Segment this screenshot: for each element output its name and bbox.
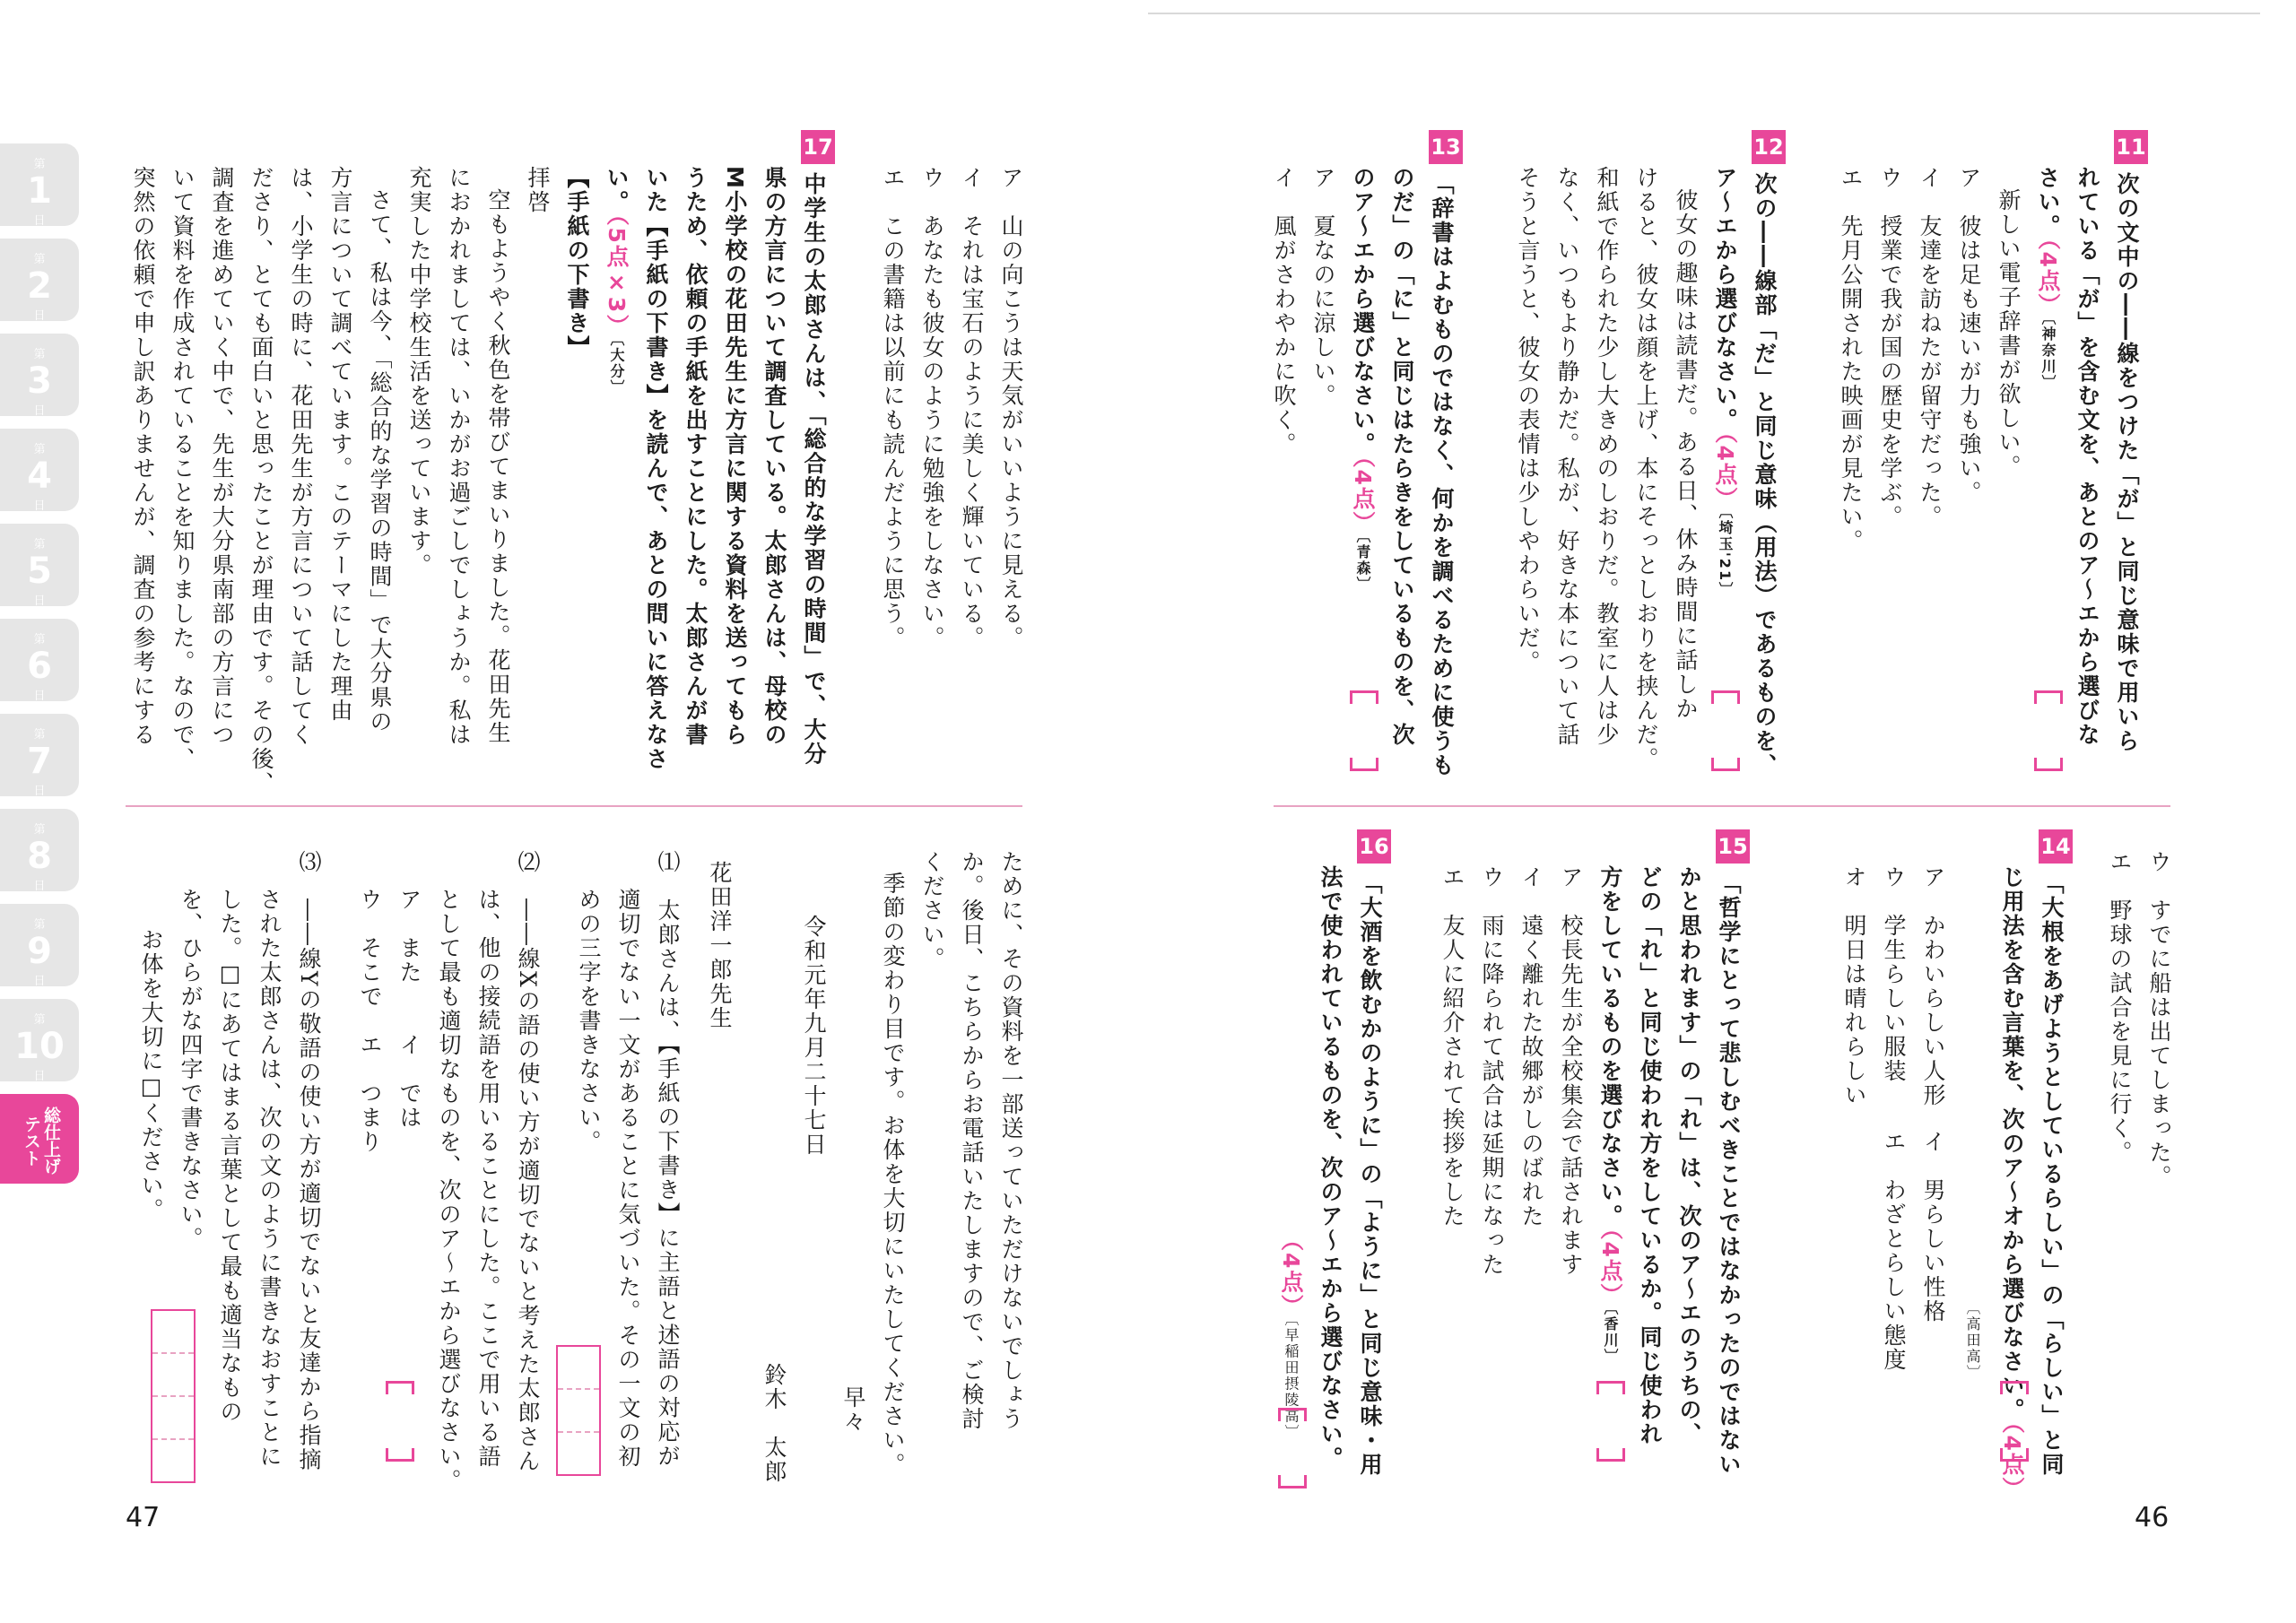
sub-q2-choices-2: ウ そこで エ つまり bbox=[357, 888, 383, 1154]
day-tabs bbox=[0, 143, 83, 1196]
q12-prompt-1: 次の――線部「だ」と同じ意味（用法）であるものを、 bbox=[1752, 172, 1778, 777]
q17-prompt-5: いた【手紙の下書き】を読んで、あとの問いに答えなさ bbox=[643, 166, 669, 771]
q16-choice-a: ア 山の向こうは天気がいいように見える。 bbox=[998, 166, 1024, 650]
answer-bracket-q14[interactable] bbox=[2000, 1381, 2023, 1462]
q14-prompt-2: じ用法を含む言葉を、次のア〜オから選びなさい。（4点） bbox=[1999, 865, 2025, 1501]
answer-bracket-q2[interactable] bbox=[386, 1381, 409, 1462]
question-number-13: 13 bbox=[1429, 130, 1463, 164]
letter-line-8: ださり、とても面白いと思ったことが理由です。その後、 bbox=[248, 166, 274, 795]
q11-choice-i: イ 友達を訪ねたが留守だった。 bbox=[1917, 166, 1943, 529]
tab-day-6[interactable]: 第 6 日 bbox=[0, 619, 79, 701]
q17-prompt-2: 県の方言について調査している。太郎さんは、母校の bbox=[761, 166, 787, 747]
tab-day-4[interactable]: 第 4 日 bbox=[0, 429, 79, 511]
tab-day-7[interactable]: 第 7 日 bbox=[0, 714, 79, 796]
q12-passage-1: 彼女の趣味は読書だ。ある日、休み時間に話しか bbox=[1673, 188, 1699, 721]
q14-choice-i: イ 男らしい性格 bbox=[1920, 1130, 1946, 1324]
q11-choice-u: ウ 授業で我が国の歴史を学ぶ。 bbox=[1877, 166, 1903, 529]
q16-prompt-2: 法で使われているものを、次のア〜エから選びなさい。 bbox=[1318, 865, 1344, 1471]
q11-prompt-1: 次の文中の――線をつけた「が」と同じ意味で用いら bbox=[2114, 172, 2140, 753]
q16-prompt-1: 「大酒を飲むかのように」の「ように」と同じ意味・用 bbox=[1357, 872, 1383, 1477]
sub-q3-line-4: を、ひらがな四字で書きなさい。 bbox=[178, 888, 204, 1251]
sub-q2-line-3: として最も適切なものを、次のア〜エから選びなさい。 bbox=[436, 888, 462, 1493]
q13-choice-u: ウ すでに船は出てしまった。 bbox=[2146, 850, 2172, 1189]
letter-line-3: におかれましては、いかがお過ごしでしょうか。私は bbox=[446, 166, 472, 747]
q15-prompt-3: どの「れ」と同じ使われ方をしているか。同じ使われ bbox=[1637, 865, 1663, 1446]
q11-choice-e: エ 先月公開された映画が見たい。 bbox=[1838, 166, 1864, 553]
q12-passage-4: なく、いつもより静かだ。私が、好きな本について話 bbox=[1554, 166, 1580, 747]
q12-passage-3: 和紙で作られた少し大きめのしおりだ。教室に人は少 bbox=[1594, 166, 1620, 747]
q15-prompt-2: かと思われます」の「れ」は、次のア〜エのうちの、 bbox=[1676, 865, 1702, 1446]
letter-date: 令和元年九月二十七日 bbox=[801, 915, 827, 1157]
letter-line-4: 充実した中学校生活を送っています。 bbox=[406, 166, 432, 577]
tab-day-1[interactable]: 第 1 日 bbox=[0, 143, 79, 226]
question-number-11: 11 bbox=[2114, 130, 2148, 164]
letter-line-11: 突然の依頼で申し訳ありませんが、調査の参考にする bbox=[130, 166, 156, 747]
question-number-15: 15 bbox=[1716, 829, 1750, 864]
q16-choice-e: エ この書籍は以前にも読んだように思う。 bbox=[880, 166, 906, 650]
q16-choice-u: ウ あなたも彼女のように勉強をしなさい。 bbox=[919, 166, 945, 650]
letter-line-15: 季節の変わり目です。お体を大切にいたしてください。 bbox=[880, 872, 906, 1477]
q15-prompt-4: 方をしているものを選びなさい。（4点）〔香川〕 bbox=[1597, 865, 1623, 1365]
q11-prompt-2: れている「が」を含む文を、あとのア〜エから選びな bbox=[2074, 166, 2100, 747]
q14-source: 〔高田高〕 bbox=[1964, 1300, 1981, 1381]
q15-prompt-1: 「哲学にとって悲しむべきことではなかったのではない bbox=[1716, 872, 1742, 1477]
letter-line-1: 拝啓 bbox=[525, 166, 551, 214]
letter-line-13: か。後日、こちらからお電話いたしますので、ご検討 bbox=[959, 850, 985, 1431]
sub-q2-choices-1: ア また イ では bbox=[396, 888, 422, 1130]
q14-choice-o: オ 明日は晴れらしい bbox=[1841, 865, 1867, 1107]
question-number-14: 14 bbox=[2039, 829, 2073, 864]
draft-label: 【手紙の下書き】 bbox=[564, 166, 590, 360]
q14-choice-a: ア かわいらしい人形 bbox=[1920, 865, 1946, 1107]
tab-day-8[interactable]: 第 8 日 bbox=[0, 809, 79, 891]
sub-q2-line-1: ⑵ ――線Xの語の使い方が適切でないと考えた太郎さん bbox=[515, 850, 541, 1473]
q13-choice-i: イ 風がさわやかに吹く。 bbox=[1271, 166, 1297, 456]
sub-q1-line-3: めの三字を書きなさい。 bbox=[576, 888, 602, 1154]
answer-box-q1[interactable] bbox=[556, 1345, 601, 1476]
q17-prompt-6: い。（5点×3）〔大分〕 bbox=[604, 166, 630, 396]
sub-q1-line-2: 適切でない一文があることに気づいた。その一文の初 bbox=[615, 888, 641, 1469]
tab-day-9[interactable]: 第 9 日 bbox=[0, 904, 79, 986]
answer-bracket-q16[interactable] bbox=[1278, 1408, 1301, 1488]
q13-prompt-1: 「辞書はよむものではなく、何かを調べるために使うも bbox=[1429, 172, 1455, 777]
q17-prompt-3: M小学校の花田先生に方言に関する資料を送ってもら bbox=[722, 166, 748, 747]
right-page bbox=[1148, 0, 2296, 1623]
q14-choice-e: エ わざとらしい態度 bbox=[1881, 1130, 1907, 1372]
letter-line-7: は、小学生の時に、花田先生が方言について話してく bbox=[288, 166, 314, 747]
section-divider-right bbox=[1274, 805, 2170, 807]
q15-choice-e: エ 友人に紹介されて挨拶をした bbox=[1439, 865, 1465, 1228]
letter-closing: 早々 bbox=[840, 1385, 866, 1434]
tab-day-5[interactable]: 第 5 日 bbox=[0, 524, 79, 606]
letter-line-9: 調査を進めていく中で、先生が大分県南部の方言につ bbox=[209, 166, 235, 747]
question-number-16: 16 bbox=[1357, 829, 1391, 864]
q15-choice-i: イ 遠く離れた故郷がしのばれた bbox=[1518, 865, 1544, 1228]
q13-prompt-3: のア〜エから選びなさい。（4点）〔青森〕 bbox=[1350, 166, 1376, 593]
answer-bracket-q15[interactable] bbox=[1596, 1381, 1620, 1462]
page-number-left: 47 bbox=[126, 1502, 161, 1533]
tab-day-2[interactable]: 第 2 日 bbox=[0, 239, 79, 321]
answer-bracket-q11[interactable] bbox=[2034, 690, 2057, 771]
q16-choice-i: イ それは宝石のように美しく輝いている。 bbox=[959, 166, 985, 650]
letter-line-2: 空もようやく秋色を帯びてまいりました。花田先生 bbox=[485, 188, 511, 745]
q12-passage-5: そうと言うと、彼女の表情は少しやわらいだ。 bbox=[1515, 166, 1541, 674]
sub-q2-line-2: は、他の接続語を用いることにした。ここで用いる語 bbox=[475, 888, 501, 1469]
answer-bracket-q12[interactable] bbox=[1711, 690, 1735, 771]
top-rule bbox=[1148, 13, 2260, 14]
q15-choice-a: ア 校長先生が全校集会で話されます bbox=[1558, 865, 1584, 1277]
q12-passage-2: けると、彼女は顔を上げ、本にそっとしおりを挟んだ。 bbox=[1633, 166, 1659, 771]
question-number-17: 17 bbox=[801, 130, 835, 164]
q14-prompt-1: 「大根をあげようとしているらしい」の「らしい」と同 bbox=[2039, 872, 2065, 1477]
letter-sender: 鈴木 太郎 bbox=[761, 1363, 787, 1484]
q14-choice-u: ウ 学生らしい服装 bbox=[1881, 865, 1907, 1083]
q13-prompt-2: のだ」の「に」と同じはたらきをしているものを、次 bbox=[1389, 166, 1415, 747]
sub-q3-line-5: お体を大切に□ください。 bbox=[138, 928, 164, 1222]
sub-q3-line-2: された太郎さんは、次の文のように書きなおすことに bbox=[257, 888, 283, 1469]
q11-prompt-3: さい。（4点）〔神奈川〕 bbox=[2035, 166, 2061, 391]
letter-line-14: ください。 bbox=[919, 850, 945, 971]
q17-prompt-4: うため、依頼の手紙を出すことにした。太郎さんが書 bbox=[683, 166, 709, 747]
q11-example: 新しい電子辞書が欲しい。 bbox=[1996, 188, 2022, 479]
tab-day-3[interactable]: 第 3 日 bbox=[0, 334, 79, 416]
letter-line-10: いて資料を作成されていることを知りました。なので、 bbox=[170, 166, 196, 771]
page-number-right: 46 bbox=[2135, 1502, 2170, 1533]
sub-q1-line-1: ⑴ 太郎さんは、【手紙の下書き】に主語と述語の対応が bbox=[655, 850, 681, 1469]
sub-q3-line-3: した。□にあてはまる言葉として最も適当なもの bbox=[217, 888, 243, 1424]
question-number-12: 12 bbox=[1752, 130, 1786, 164]
answer-box-q3[interactable] bbox=[151, 1309, 196, 1483]
letter-recipient: 花田洋一郎先生 bbox=[707, 861, 733, 1030]
q11-choice-a: ア 彼は足も速いが力も強い。 bbox=[1956, 166, 1982, 505]
letter-line-5: さて、私は今、「総合的な学習の時間」で大分県の bbox=[367, 188, 393, 734]
tab-day-10[interactable]: 第 10 日 bbox=[0, 999, 79, 1081]
answer-bracket-q13[interactable] bbox=[1350, 690, 1373, 771]
tab-final-test[interactable]: 総仕上げテスト bbox=[0, 1094, 79, 1184]
q15-choice-u: ウ 雨に降られて試合は延期になった bbox=[1479, 865, 1505, 1277]
q16-points-source: （4点）〔早稲田摂陵高〕 bbox=[1278, 1228, 1304, 1441]
section-divider bbox=[126, 805, 1022, 807]
sub-q3-line-1: ⑶ ――線Yの敬語の使い方が適切でないと友達から指摘 bbox=[296, 850, 322, 1472]
q13-choice-a: ア 夏なのに涼しい。 bbox=[1310, 166, 1336, 408]
q12-prompt-2: ア〜エから選びなさい。（4点）〔埼玉'21〕 bbox=[1712, 166, 1738, 599]
letter-line-12: ために、その資料を一部送っていただけないでしょう bbox=[998, 850, 1024, 1431]
letter-line-6: 方言について調べています。このテーマにした理由 bbox=[327, 166, 353, 723]
q17-prompt-1: 中学生の太郎さんは、「総合的な学習の時間」で、大分 bbox=[801, 172, 827, 767]
q13-choice-e: エ 野球の試合を見に行く。 bbox=[2107, 850, 2133, 1165]
